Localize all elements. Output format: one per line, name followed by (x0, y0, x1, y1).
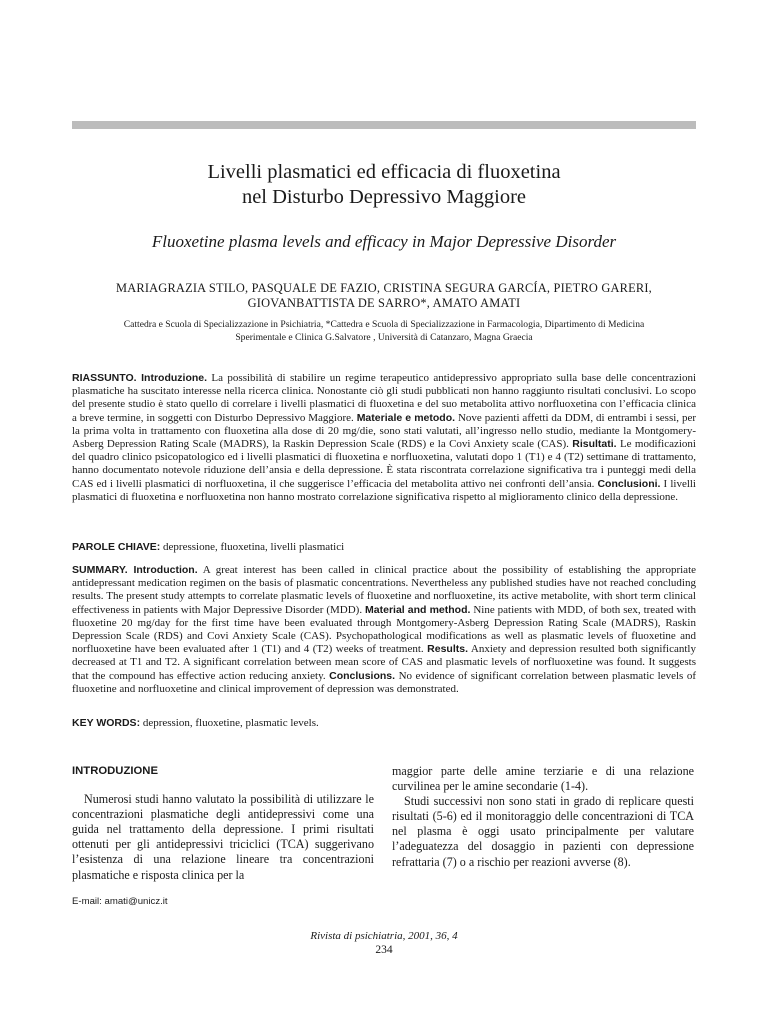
affiliation-line: Cattedra e Scuola di Specializzazione in Psichiatria, *Cattedra e Scuola di Specializzazione in Farmacologia, Dipartimento di Medicina (123, 319, 645, 330)
keywords-text: depression, fluoxetine, plasmatic levels. (140, 717, 319, 729)
keywords-label: PAROLE CHIAVE: (72, 541, 161, 553)
author-line: MARIAGRAZIA STILO, PASQUALE DE FAZIO, CRISTINA SEGURA GARCÍA, PIETRO GARERI, (116, 281, 652, 295)
abstract-text: Le modificazioni del quadro clinico psicopatologico ed i livelli plasmatici di fluoxetina e norfluoxetina, valutati dopo 1 (T1) e 4 (T2) settimane di trattamento, hanno documentato notevole riduzione dell’ansia e della depressione. È stata riscontrata correlazione significativa tra i punteggi medi della CAS ed i livelli plasmatici di norfluoxetina, il che suggerisce l’efficacia del metabolita attivo nei confronti dell’ansia. (72, 438, 696, 490)
article-title (72, 160, 696, 210)
body-paragraph: Numerosi studi hanno valutato la possibilità di utilizzare le concentrazioni plasmatiche degli antidepressivi come una guida nel trattamento della depressione. I primi risultati ottenuti per gli antidepressivi triciclici (TCA) suggerivano l’esistenza di una relazione lineare tra concentrazioni plasmatiche e risposta clinica per la (72, 792, 374, 882)
english-keywords (72, 717, 696, 730)
abstract-label: SUMMARY. Introduction. (72, 564, 198, 576)
italian-keywords (72, 541, 696, 554)
abstract-label: Results. (427, 643, 469, 656)
english-abstract (72, 564, 696, 696)
keywords-label: KEY WORDS: (72, 717, 141, 729)
abstract-label: Risultati. (572, 438, 617, 451)
abstract-text: A great interest has been called in clinical practice about the possibility of establishing the appropriate antidepressant medication regimen on the basis of plasmatic concentrations. Nevertheless any published studies have not reached concluding results. The present study attempts to correlate plasmatic levels of fluoxetine and norfluoxetine, its active metabolite, with short term clinical effectiveness in patients with Major Depressive Disorder (MDD). (72, 564, 697, 616)
page-number: 234 (375, 944, 393, 956)
abstract-text: Anxiety and depression resulted both significantly decreased at T1 and T2. A significant correlation between mean score of CAS and plasmatic levels of norfluoxetine was found. It suggests that the compound has effective action reducing anxiety. (72, 643, 696, 682)
italian-abstract (72, 372, 696, 504)
body-column-right (392, 764, 694, 870)
abstract-label: Material and method. (365, 603, 471, 616)
section-heading: INTRODUZIONE (72, 765, 158, 777)
affiliation (72, 319, 696, 344)
abstract-label: RIASSUNTO. Introduzione. (72, 372, 208, 384)
body-paragraph: Studi successivi non sono stati in grado di replicare questi risultati (5-6) ed il monitoraggio delle concentrazioni di TCA nel plasma è oggi usato principalmente per valutare l’adeguatezza del dosaggio in pazienti con depressione refrattaria (7) o a rischio per reazioni avverse (8). (392, 794, 694, 869)
keywords-text: depressione, fluoxetina, livelli plasmatici (160, 541, 345, 553)
abstract-label: Materiale e metodo. (356, 411, 456, 424)
journal-citation: Rivista di psichiatria, 2001, 36, 4 (310, 930, 458, 942)
abstract-label: Conclusions. (329, 669, 396, 682)
abstract-text: La possibilità di stabilire un regime terapeutico antidepressivo appropriato sulla base delle concentrazioni plasmatiche ha suscitato interesse nella ricerca clinica. Nonostante ciò gli studi pubblicati non hanno raggiunto risultati conclusivi. Lo scopo del presente studio è stato quello di correlare i livelli plasmatici di fluoxetina e del suo metabolita attivo norfluoxetina con l’efficacia clinica a breve termine, in soggetti con Disturbo Depressivo Maggiore. (72, 372, 696, 424)
abstract-label: Conclusioni. (597, 477, 661, 490)
body-paragraph: maggior parte delle amine terziarie e di una relazione curvilinea per le amine secondarie (1-4). (392, 764, 694, 794)
contact-email: E-mail: amati@unicz.it (72, 896, 168, 907)
title-line: nel Disturbo Depressivo Maggiore (241, 186, 527, 208)
body-column-left (72, 764, 374, 883)
article-subtitle: Fluoxetine plasma levels and efficacy in Major Depressive Disorder (151, 232, 617, 251)
abstract-text: Nine patients with MDD, of both sex, treated with fluoxetine 20 mg/day for the first time have been evaluated through Montgomery-Asberg Depression Rating Scale (MADRS), Raskin Depression Scale (RDS) and Covi Anxiety Scale (CAS). Psychopathological modifications as well as plasmatic levels of fluoxetine and norfluoxetine have been evaluated after 1 (T1) and 4 (T2) weeks of treatment. (72, 603, 697, 656)
abstract-text: Nove pazienti affetti da DDM, di entrambi i sessi, per la prima volta in trattamento con fluoxetina alla dose di 20 mg/die, sono stati valutati, all’ingresso nello studio, mediante la Montgomery-Asberg Depression Rating Scale (MADRS), la Raskin Depression Scale (RDS) e la Covi Anxiety scale (CAS). (72, 411, 696, 451)
header-rule (72, 121, 696, 129)
title-line: Livelli plasmatici ed efficacia di fluoxetina (207, 161, 561, 183)
author-list (72, 281, 696, 310)
abstract-text: I livelli plasmatici di fluoxetina e norfluoxetina non hanno mostrato correlazione significativa rispetto al miglioramento clinico della depressione. (72, 477, 696, 503)
abstract-text: No evidence of significant correlation between plasmatic levels of fluoxetine and norfluoxetine and clinical improvement of depression was demonstrated. (72, 669, 696, 695)
author-line: GIOVANBATTISTA DE SARRO*, AMATO AMATI (247, 295, 521, 310)
affiliation-line: Sperimentale e Clinica G.Salvatore , Università di Catanzaro, Magna Graecia (235, 331, 533, 343)
